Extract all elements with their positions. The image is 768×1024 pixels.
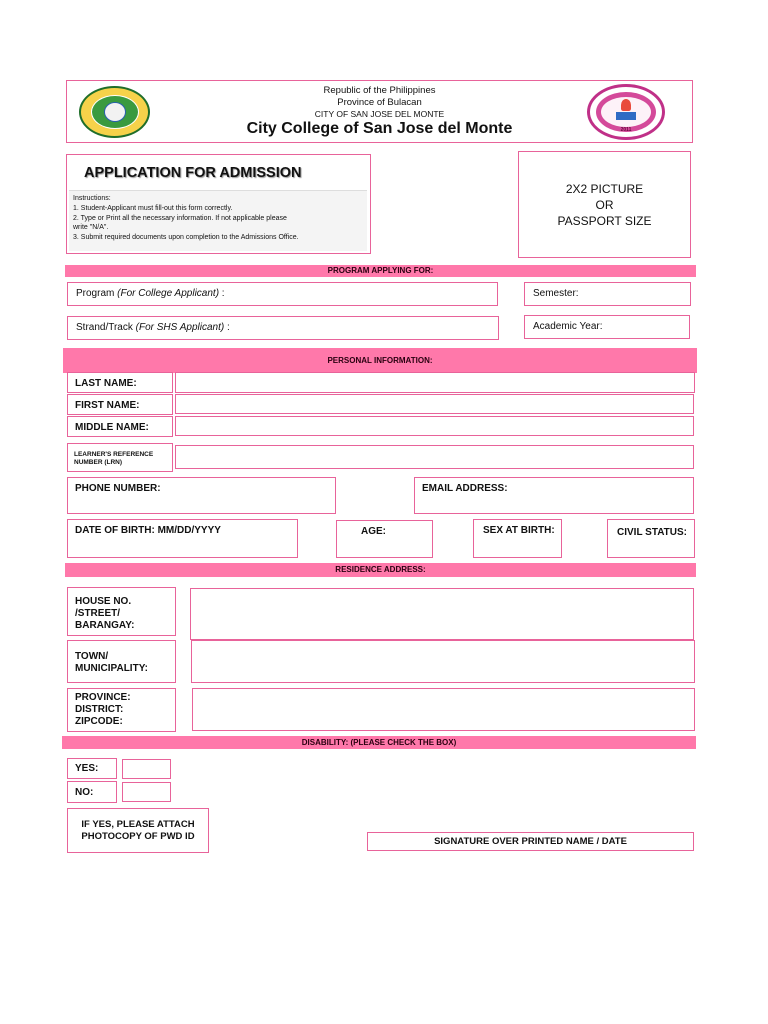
signature-field[interactable] <box>367 832 694 851</box>
last-name-label: LAST NAME: <box>75 378 137 389</box>
yes-label: YES: <box>75 763 99 774</box>
picture-line-1: 2X2 PICTURE <box>565 182 644 196</box>
house-label-line2: /STREET/ <box>75 608 121 619</box>
age-field[interactable] <box>336 520 433 558</box>
dob-label: DATE OF BIRTH: MM/DD/YYYY <box>75 525 221 536</box>
phone-field[interactable] <box>67 477 336 514</box>
pwd-note-line1: IF YES, PLEASE ATTACH <box>81 819 195 830</box>
instruction-2a: 2. Type or Print all the necessary information. If not applicable please <box>73 215 287 222</box>
instructions-heading: Instructions: <box>73 195 111 202</box>
middle-name-label: MIDDLE NAME: <box>75 422 149 433</box>
first-name-label: FIRST NAME: <box>75 400 140 411</box>
province-label-line1: PROVINCE: <box>75 692 131 703</box>
instruction-1: 1. Student-Applicant must fill-out this form correctly. <box>73 205 233 212</box>
middle-name-label-box <box>67 416 173 437</box>
semester-field[interactable] <box>524 282 691 306</box>
header-line-republic: Republic of the Philippines <box>323 85 436 96</box>
semester-label: Semester: <box>533 288 579 299</box>
civil-status-field[interactable] <box>607 519 695 558</box>
town-label-line1: TOWN/ <box>75 651 109 662</box>
age-label: AGE: <box>361 526 386 537</box>
application-title: APPLICATION FOR ADMISSION <box>84 165 302 181</box>
house-input[interactable] <box>190 588 694 640</box>
sex-label: SEX AT BIRTH: <box>483 525 555 536</box>
province-label-box <box>67 688 176 732</box>
sex-field[interactable] <box>473 519 562 558</box>
last-name-label-box <box>67 372 173 393</box>
province-label <box>68 689 175 728</box>
academic-year-label: Academic Year: <box>533 321 603 332</box>
program-label-suffix: : <box>219 288 225 299</box>
lrn-label-line1: LEARNER'S REFERENCE <box>74 451 154 458</box>
phone-label: PHONE NUMBER: <box>75 483 161 494</box>
disability-band: DISABILITY: (PLEASE CHECK THE BOX) <box>62 736 696 749</box>
strand-label-note: (For SHS Applicant) <box>135 322 225 333</box>
house-label-line3: BARANGAY: <box>75 620 135 631</box>
personal-info-band: PERSONAL INFORMATION: <box>63 348 697 373</box>
lrn-label-box <box>67 443 173 472</box>
college-seal-logo <box>587 84 665 140</box>
residence-band: RESIDENCE ADDRESS: <box>65 563 696 577</box>
signature-label: SIGNATURE OVER PRINTED NAME / DATE <box>434 836 627 847</box>
town-input[interactable] <box>191 640 695 683</box>
program-label <box>68 283 497 300</box>
house-label-line1: HOUSE NO. <box>75 596 132 607</box>
program-band: PROGRAM APPLYING FOR: <box>65 265 696 277</box>
college-name: City College of San Jose del Monte <box>246 120 513 137</box>
header-line-city: CITY OF SAN JOSE DEL MONTE <box>314 109 445 119</box>
first-name-input[interactable] <box>175 394 694 414</box>
instruction-3: 3. Submit required documents upon completion to the Admissions Office. <box>73 234 299 241</box>
email-field[interactable] <box>414 477 694 514</box>
city-seal-core <box>104 102 126 122</box>
instruction-2b: write "N/A". <box>73 224 109 231</box>
pwd-note-line2: PHOTOCOPY OF PWD ID <box>81 831 195 842</box>
province-label-line2: DISTRICT: <box>75 704 124 715</box>
header-box <box>66 80 693 143</box>
header-line-province: Province of Bulacan <box>337 97 422 108</box>
academic-year-field[interactable] <box>524 315 690 339</box>
city-seal-logo <box>79 86 150 138</box>
town-label <box>68 641 175 675</box>
picture-line-3: PASSPORT SIZE <box>557 214 652 228</box>
instructions-panel <box>69 190 367 251</box>
lrn-label-line2: NUMBER (LRN) <box>74 459 123 466</box>
lrn-label <box>68 444 172 467</box>
house-label <box>68 588 175 632</box>
lrn-input[interactable] <box>175 445 694 469</box>
college-seal-book <box>616 112 636 120</box>
yes-label-box <box>67 758 117 779</box>
first-name-label-box <box>67 394 173 415</box>
middle-name-input[interactable] <box>175 416 694 436</box>
application-box <box>66 154 371 254</box>
house-label-box <box>67 587 176 636</box>
picture-box[interactable] <box>518 151 691 258</box>
no-label-box <box>67 781 117 803</box>
town-label-box <box>67 640 176 683</box>
email-label: EMAIL ADDRESS: <box>422 483 508 494</box>
strand-label-text: Strand/Track <box>76 322 136 333</box>
province-input[interactable] <box>192 688 695 731</box>
dob-field[interactable] <box>67 519 298 558</box>
province-label-line3: ZIPCODE: <box>75 716 123 727</box>
no-checkbox[interactable] <box>122 782 171 802</box>
college-seal-flame <box>621 99 631 111</box>
no-label: NO: <box>75 787 94 798</box>
civil-status-label: CIVIL STATUS: <box>617 527 687 538</box>
last-name-input[interactable] <box>175 372 695 393</box>
program-label-note: (For College Applicant) <box>117 288 220 299</box>
yes-checkbox[interactable] <box>122 759 171 779</box>
picture-line-2: OR <box>595 198 614 212</box>
college-seal-year: 2011 <box>620 127 632 133</box>
strand-field[interactable] <box>67 316 499 340</box>
program-field[interactable] <box>67 282 498 306</box>
program-label-text: Program <box>76 288 118 299</box>
strand-label <box>68 317 498 334</box>
strand-label-suffix: : <box>224 322 230 333</box>
pwd-note-box <box>67 808 209 853</box>
town-label-line2: MUNICIPALITY: <box>75 663 148 674</box>
